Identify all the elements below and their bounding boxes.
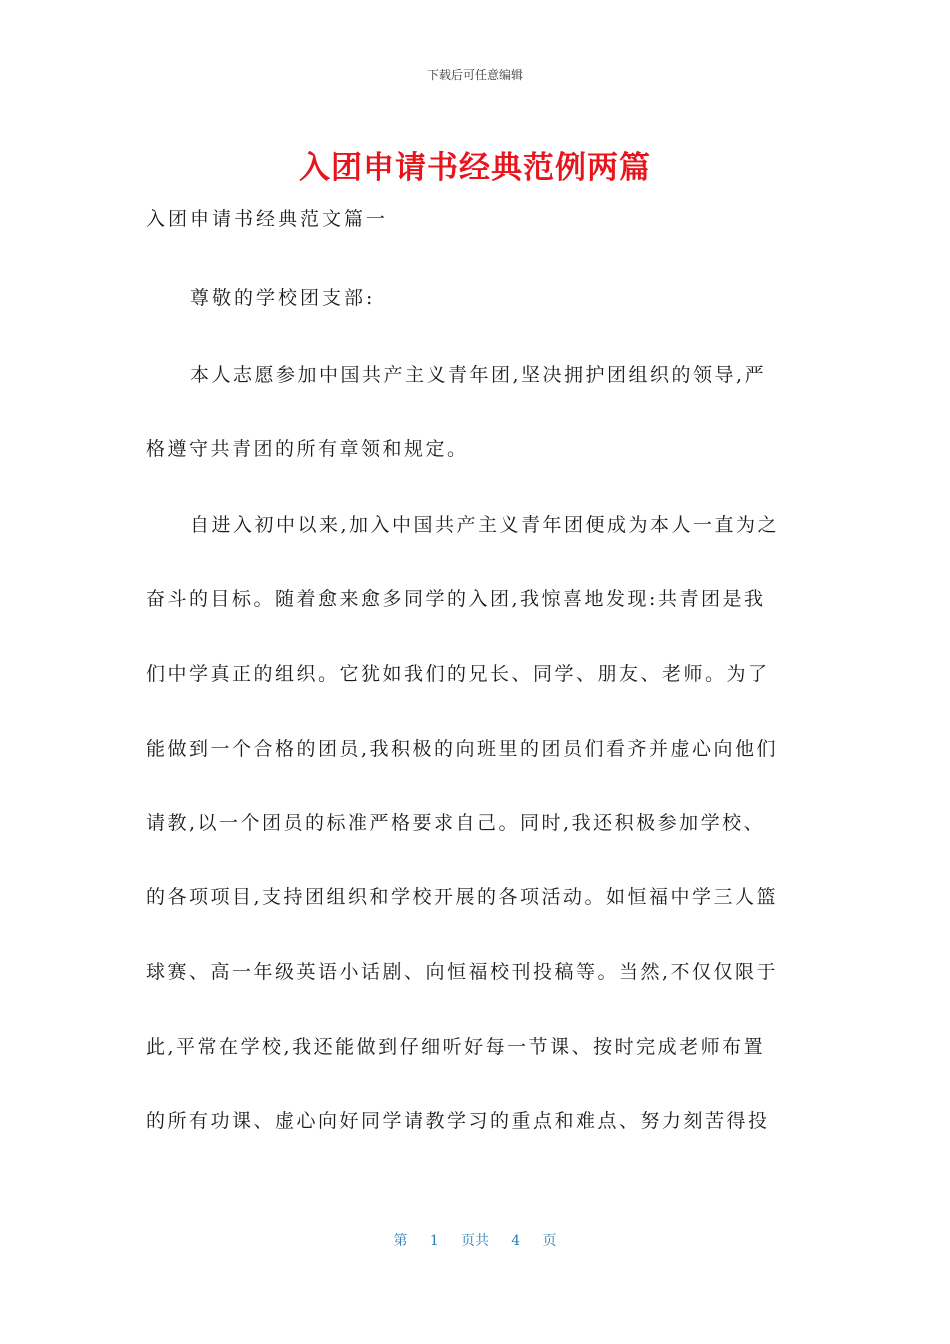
paragraph-line: 自进入初中以来,加入中国共产主义青年团便成为本人一直为之 [190, 514, 780, 536]
paragraph-line: 格遵守共青团的所有章领和规定。 [146, 438, 469, 460]
footer-prefix: 第 [393, 1233, 408, 1249]
document-title: 入团申请书经典范例两篇 [299, 150, 651, 186]
paragraph-line: 请教,以一个团员的标准严格要求自己。同时,我还积极参加学校、 [146, 812, 766, 834]
paragraph-line: 的所有功课、虚心向好同学请教学习的重点和难点、努力刻苦得投 [146, 1110, 770, 1132]
paragraph-line: 们中学真正的组织。它犹如我们的兄长、同学、朋友、老师。为了 [146, 663, 770, 685]
section-heading: 入团申请书经典范文篇一 [146, 208, 389, 230]
salutation: 尊敬的学校团支部: [190, 287, 376, 309]
footer-current-page: 1 [429, 1233, 439, 1249]
footer-suffix: 页 [542, 1233, 557, 1249]
paragraph-line: 球赛、高一年级英语小话剧、向恒福校刊投稿等。当然,不仅仅限于 [146, 961, 779, 983]
page-footer [0, 1230, 950, 1250]
paragraph-line: 此,平常在学校,我还能做到仔细听好每一节课、按时完成老师布置 [146, 1036, 766, 1058]
paragraph-line: 能做到一个合格的团员,我积极的向班里的团员们看齐并虚心向他们 [146, 738, 779, 760]
paragraph-line: 的各项项目,支持团组织和学校开展的各项活动。如恒福中学三人篮 [146, 886, 779, 908]
paragraph-line: 奋斗的目标。随着愈来愈多同学的入团,我惊喜地发现:共青团是我 [146, 588, 766, 610]
footer-total-pages: 4 [511, 1233, 521, 1249]
paragraph-line: 本人志愿参加中国共产主义青年团,坚决拥护团组织的领导,严 [190, 364, 767, 386]
header-note: 下载后可任意编辑 [426, 68, 523, 82]
footer-middle: 页共 [461, 1233, 489, 1249]
